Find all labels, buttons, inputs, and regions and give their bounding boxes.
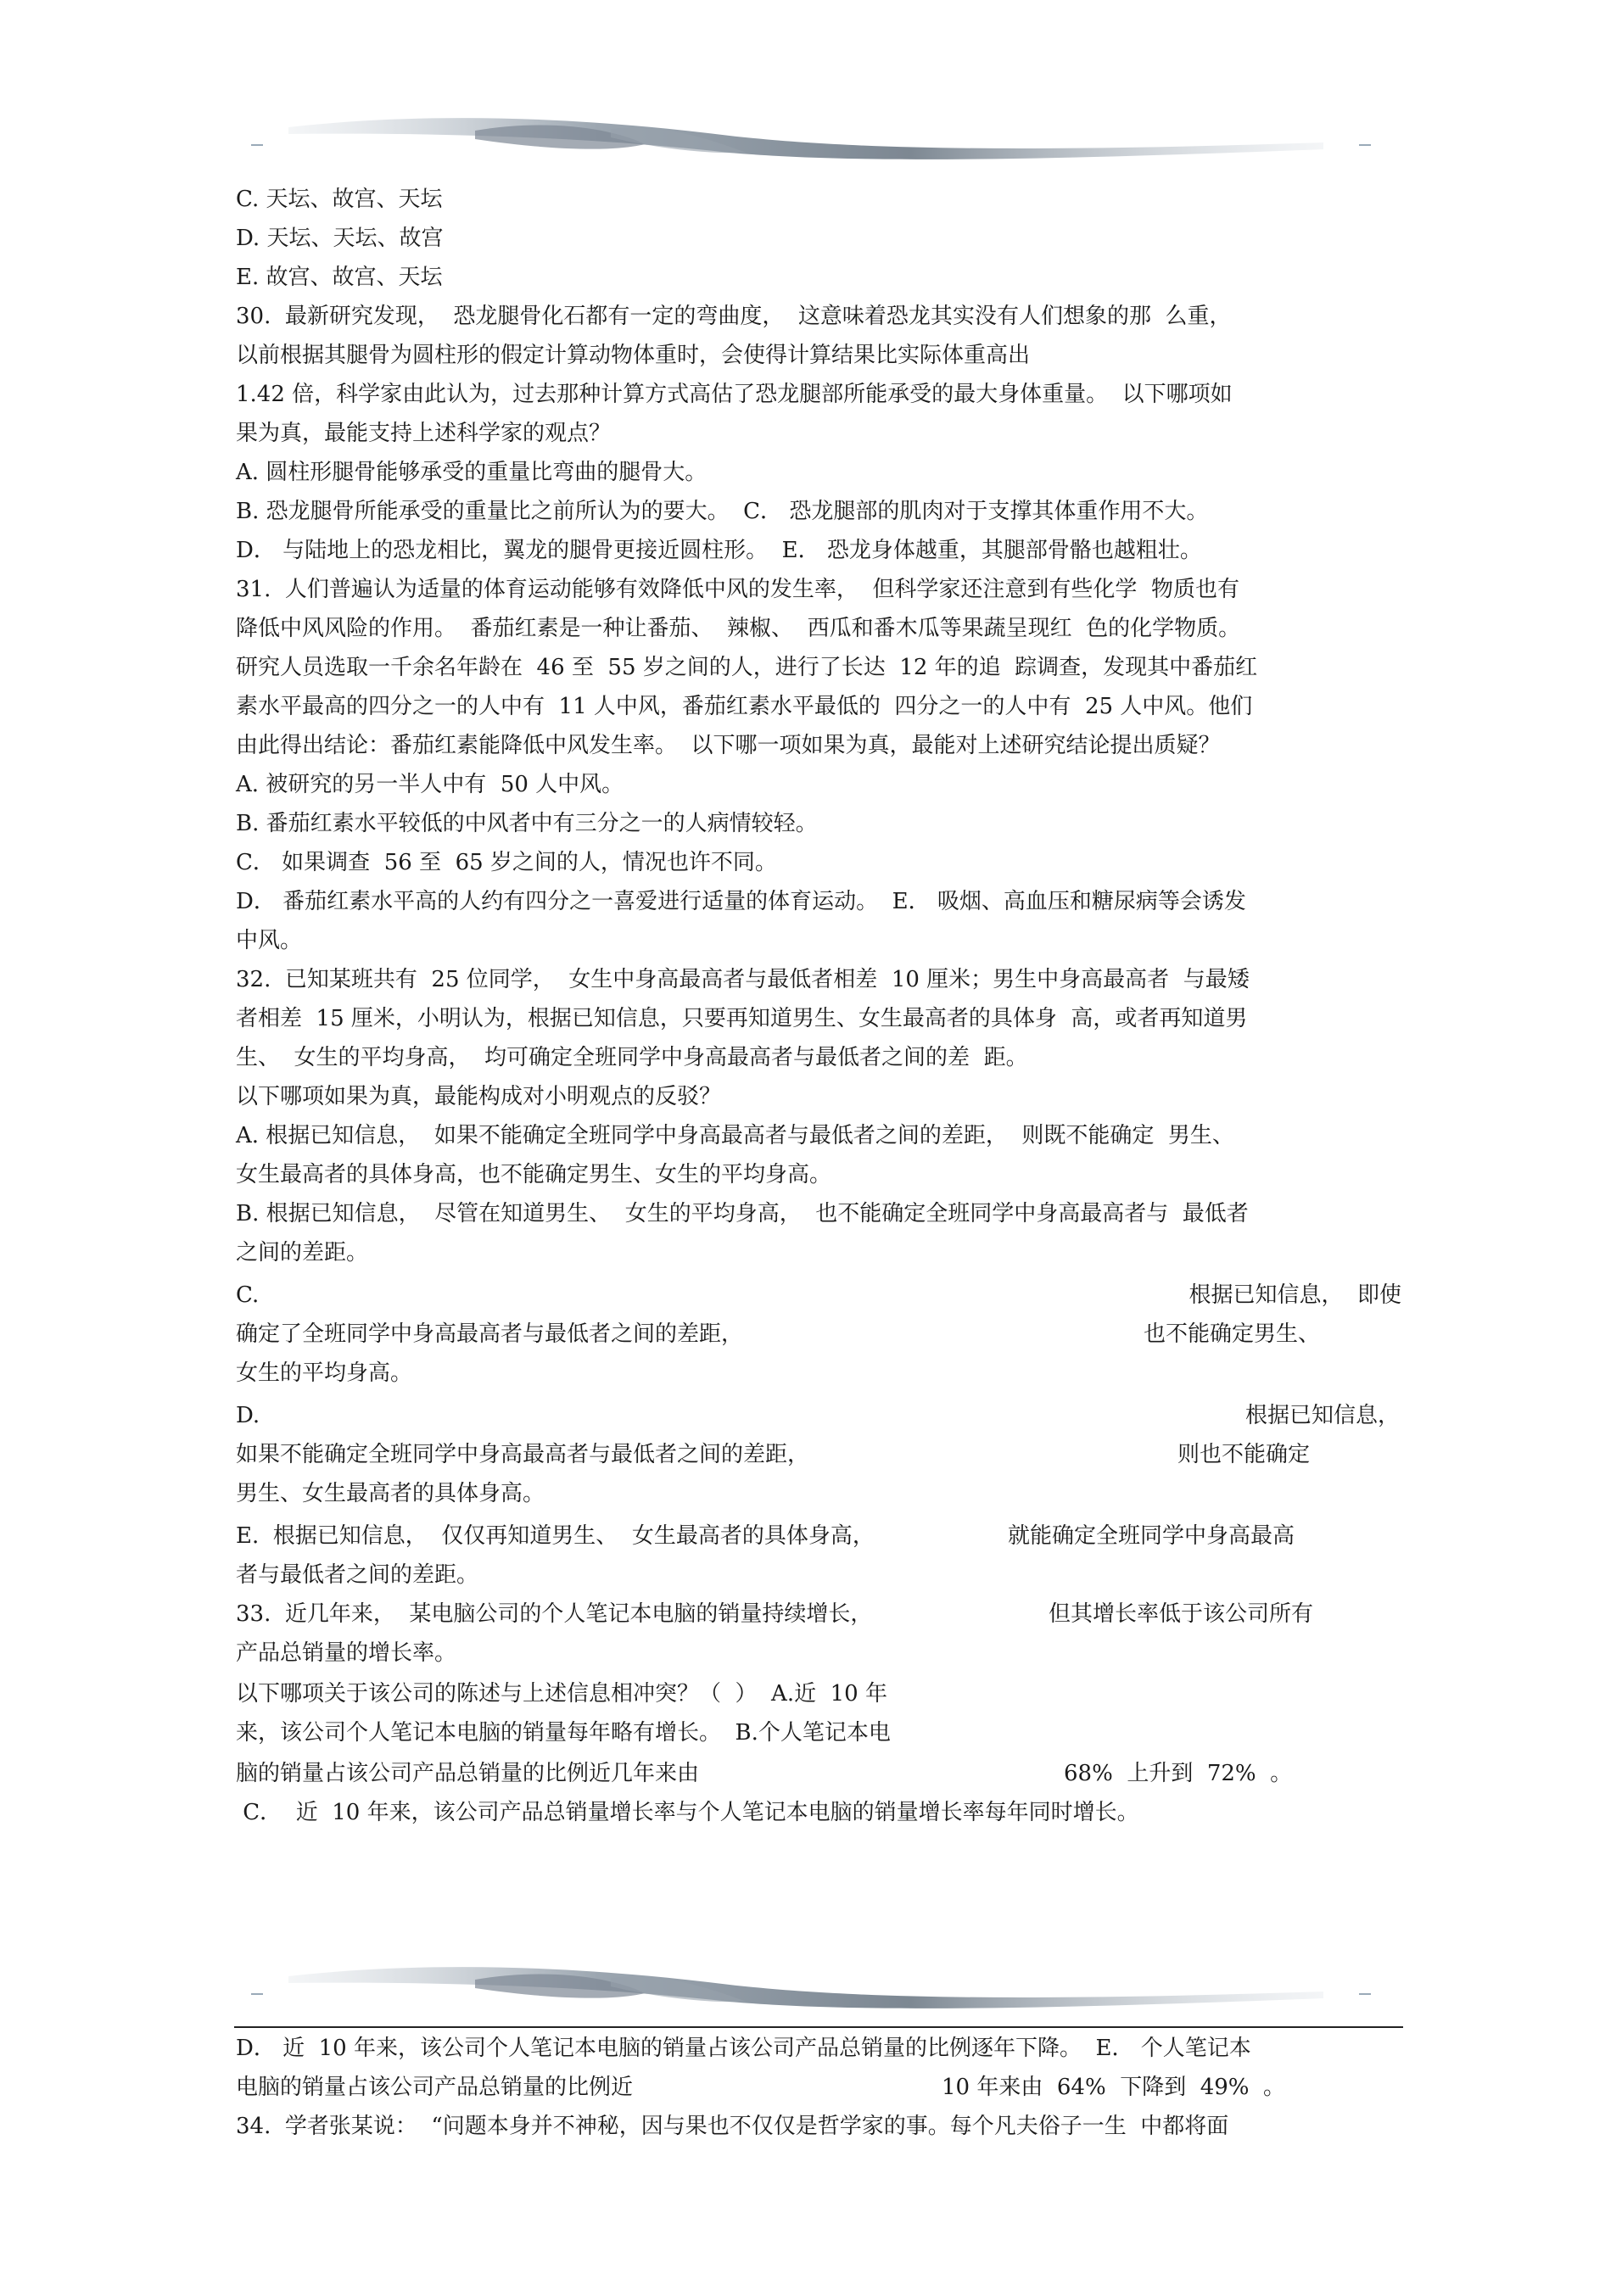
text-line: C. 天坛、故宫、天坛 (236, 187, 443, 212)
option-line: B. 番茄红素水平较低的中风者中有三分之一的人病情较轻。 (236, 811, 818, 836)
option-c-label: C. (236, 1282, 260, 1308)
text-line: 生、 女生的平均身高， 均可确定全班同学中身高最高者与最低者之间的差 距。 (236, 1045, 1028, 1070)
brush-stroke-decoration (0, 1942, 1622, 2044)
text-line: 以下哪项关于该公司的陈述与上述信息相冲突？（ ） A.近 10 年 (236, 1681, 887, 1707)
option-line: 10 年来由 64% 下降到 49% 。 (942, 2075, 1286, 2100)
option-c-text: 确定了全班同学中身高最高者与最低者之间的差距， (236, 1321, 744, 1347)
option-d-text: 则也不能确定 (1177, 1442, 1311, 1467)
option-line: C． 如果调查 56 至 65 岁之间的人，情况也许不同。 (236, 850, 777, 875)
option-line: 电脑的销量占该公司产品总销量的比例近 (236, 2075, 634, 2100)
question-32-line: 32. 已知某班共有 25 位同学， 女生中身高最高者与最低者相差 10 厘米；男生中身高最高者 与最矮 (236, 967, 1250, 992)
text-line: 1.42 倍，科学家由此认为，过去那种计算方式高估了恐龙腿部所能承受的最大身体重量。 以下哪项如 (236, 382, 1233, 407)
option-c-text: 也不能确定男生、 (1144, 1321, 1321, 1347)
question-33-line: 但其增长率低于该公司所有 (1049, 1601, 1314, 1627)
text-line: D. 天坛、天坛、故宫 (236, 226, 444, 251)
text-line: 来，该公司个人笔记本电脑的销量每年略有增长。 B.个人笔记本电 (236, 1720, 891, 1746)
option-line: B. 恐龙腿骨所能承受的重量比之前所认为的要大。 C． 恐龙腿部的肌肉对于支撑其体重作用不大。 (236, 499, 1209, 524)
option-d-text: 如果不能确定全班同学中身高最高者与最低者之间的差距， (236, 1442, 810, 1467)
text-line: 产品总销量的增长率。 (236, 1640, 457, 1666)
text-line: 果为真，最能支持上述科学家的观点？ (236, 421, 612, 446)
option-line: D． 与陆地上的恐龙相比，翼龙的腿骨更接近圆柱形。 E． 恐龙身体越重，其腿部骨骼也越粗壮。 (236, 538, 1202, 563)
text-line: 由此得出结论：番茄红素能降低中风发生率。 以下哪一项如果为真，最能对上述研究结论提出质疑？ (236, 733, 1221, 758)
text-line: 脑的销量占该公司产品总销量的比例近几年来由 (236, 1761, 700, 1786)
text-line: E. 故宫、故宫、天坛 (236, 265, 443, 290)
option-c-text: 根据已知信息， 即使 (1189, 1282, 1401, 1308)
option-line: B. 根据已知信息， 尽管在知道男生、 女生的平均身高， 也不能确定全班同学中身高最高者与 最低者 (236, 1201, 1249, 1226)
question-31-line: 31. 人们普遍认为适量的体育运动能够有效降低中风的发生率， 但科学家还注意到有些化学 物质也有 (236, 577, 1239, 602)
option-d-text: 男生、女生最高者的具体身高。 (236, 1481, 545, 1506)
question-33-line: 33. 近几年来， 某电脑公司的个人笔记本电脑的销量持续增长， (236, 1601, 873, 1627)
option-line: C． 近 10 年来，该公司产品总销量增长率与个人笔记本电脑的销量增长率每年同时增长。 (236, 1800, 1139, 1825)
option-c-text: 女生的平均身高。 (236, 1360, 413, 1386)
text-line: 68% 上升到 72% 。 (1064, 1761, 1293, 1786)
text-line: 以下哪项如果为真，最能构成对小明观点的反驳？ (236, 1084, 722, 1109)
option-line: D． 番茄红素水平高的人约有四分之一喜爱进行适量的体育运动。 E． 吸烟、高血压和糖尿病等会诱发 (236, 889, 1246, 914)
text-line: 者相差 15 厘米，小明认为，根据已知信息，只要再知道男生、女生最高者的具体身 高，或者再知道男 (236, 1006, 1248, 1031)
text-line: 素水平最高的四分之一的人中有 11 人中风，番茄红素水平最低的 四分之一的人中有 25 人中风。他们 (236, 694, 1253, 719)
option-e-text: E. 根据已知信息， 仅仅再知道男生、 女生最高者的具体身高， (236, 1523, 875, 1549)
header-ornament (0, 93, 1622, 195)
page-divider (234, 2026, 1403, 2028)
text-line: 降低中风风险的作用。 番茄红素是一种让番茄、 辣椒、 西瓜和番木瓜等果蔬呈现红 色的化学物质。 (236, 616, 1241, 641)
question-34-line: 34. 学者张某说： “问题本身并不神秘，因与果也不仅仅是哲学家的事。每个凡夫俗子一生 中都将面 (236, 2114, 1229, 2139)
footer-ornament (0, 1942, 1622, 2044)
text-line: 研究人员选取一千余名年龄在 46 至 55 岁之间的人，进行了长达 12 年的追 踪调查，发现其中番茄红 (236, 655, 1258, 680)
option-line: A. 根据已知信息， 如果不能确定全班同学中身高最高者与最低者之间的差距， 则既不能确定 男生、 (236, 1123, 1234, 1148)
brush-stroke-decoration (0, 93, 1622, 195)
option-d-label: D. (236, 1403, 260, 1428)
option-e-text: 就能确定全班同学中身高最高 (1008, 1523, 1295, 1549)
text-line: 女生最高者的具体身高，也不能确定男生、女生的平均身高。 (236, 1162, 832, 1187)
option-line: D． 近 10 年来，该公司个人笔记本电脑的销量占该公司产品总销量的比例逐年下降。 E． 个人笔记本 (236, 2036, 1251, 2061)
option-d-text: 根据已知信息， (1244, 1403, 1400, 1428)
option-line: A. 被研究的另一半人中有 50 人中风。 (236, 772, 624, 797)
question-30-line: 30. 最新研究发现， 恐龙腿骨化石都有一定的弯曲度， 这意味着恐龙其实没有人们想象的那 么重， (236, 304, 1232, 329)
option-e-text: 者与最低者之间的差距。 (236, 1562, 479, 1588)
text-line: 以前根据其腿骨为圆柱形的假定计算动物体重时，会使得计算结果比实际体重高出 (236, 343, 1031, 368)
option-line: A. 圆柱形腿骨能够承受的重量比弯曲的腿骨大。 (236, 460, 708, 485)
text-line: 之间的差距。 (236, 1240, 369, 1265)
text-line: 中风。 (236, 928, 303, 953)
